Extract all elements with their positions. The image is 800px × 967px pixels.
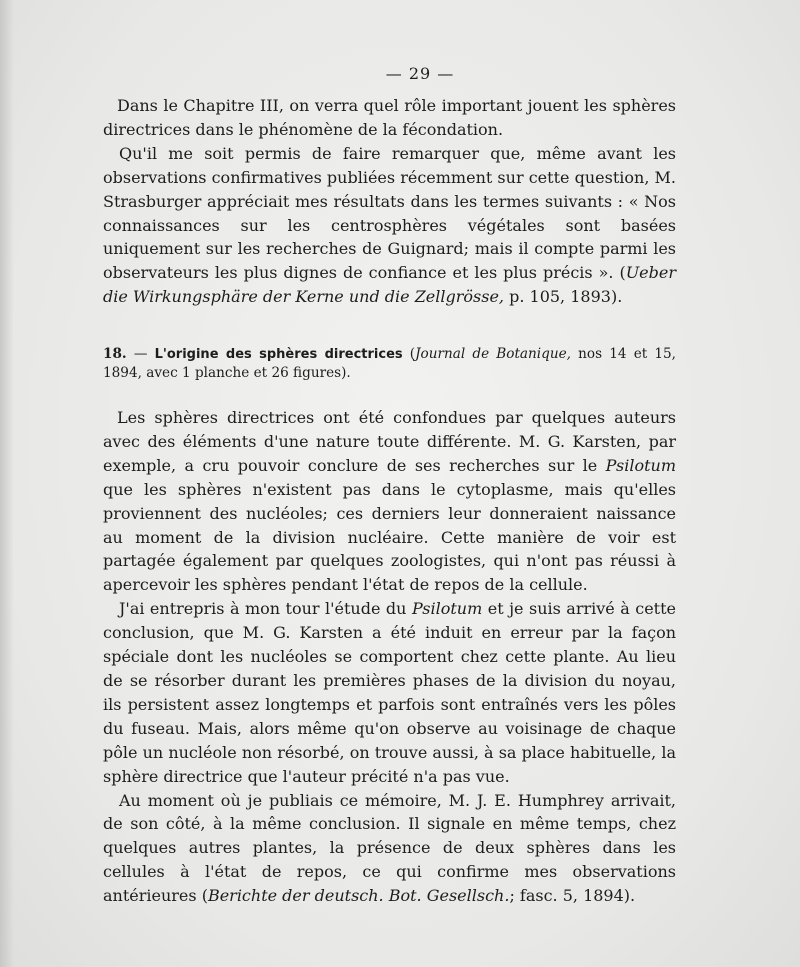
paragraph-chapitre-iii: Dans le Chapitre III, on verra quel rôle important jouent les sphères directrices dans le phénomène de la fécondation.: [103, 96, 676, 139]
entry-title: L'origine des sphères directrices: [154, 347, 403, 362]
section-1: [103, 94, 676, 309]
citation-title: Ueber die Wirkungsphäre der Kerne und die Zellgrösse,: [103, 263, 676, 307]
page-gutter-shadow: [0, 0, 14, 967]
page-number: — 29 —: [385, 64, 455, 83]
section-2: [103, 406, 676, 908]
bibliographic-entry: 18. — L'origine des sphères directrices (Journal de Botanique, nos 14 et 15, 1894, avec 1 planche et 26 figures).: [103, 346, 677, 381]
paragraph-humphrey: Au moment où je publiais ce mémoire, M. J. E. Humphrey arrivait, de son côté, à la même conclusion. Il signale en même temps, chez quelques autres plantes, la présence de deux sphères dans les cellules à l'état de repos, ce qui confirme mes observations antérieures (Berichte der deutsch. Bot. Gesellsch.; fasc. 5, 1894).: [103, 790, 676, 906]
paragraph-psilotum: J'ai entrepris à mon tour l'étude du Psilotum et je suis arrivé à cette conclusion, que M. G. Karsten a été induit en erreur par la façon spéciale dont les nucléoles se comportent chez cette plante. Au lieu de se résorber durant les premières phases de la division du noyau, ils persistent assez longtemps et parfois sont entraînés vers les pôles du fuseau. Mais, alors même qu'on observe au voisinage de chaque pôle un nucléole non résorbé, on trouve aussi, à sa place habituelle, la sphère directrice que l'auteur précité n'a pas vue.: [103, 599, 677, 786]
paragraph-strasburger: Qu'il me soit permis de faire remarquer que, même avant les observations confirmatives publiées récemment sur cette question, M. Strasburger appréciait mes résultats dans les termes suivants : « Nos connaissances sur les centrosphères végétales sont basées uniquement sur les recherches de Guignard; mais il compte parmi les observateurs les plus dignes de confiance et les plus précis ». (Ueber die Wirkungsphäre der Kerne und die Zellgrösse, p. 105, 1893).: [103, 143, 676, 307]
entry-number: 18.: [103, 346, 127, 362]
journal-name: Journal de Botanique,: [415, 346, 571, 362]
paragraph-karsten: Les sphères directrices ont été confondues par quelques auteurs avec des éléments d'une nature toute différente. M. G. Karsten, par exemple, a cru pouvoir conclure de ses recherches sur le Psilotum que les sphères n'existent pas dans le cytoplasme, mais qu'elles proviennent des nucléoles; ces derniers leur donneraient naissance au moment de la division nucléaire. Cette manière de voir est partagée également par quelques zoologistes, qui n'ont pas réussi à apercevoir les sphères pendant l'état de repos de la cellule.: [103, 408, 676, 595]
